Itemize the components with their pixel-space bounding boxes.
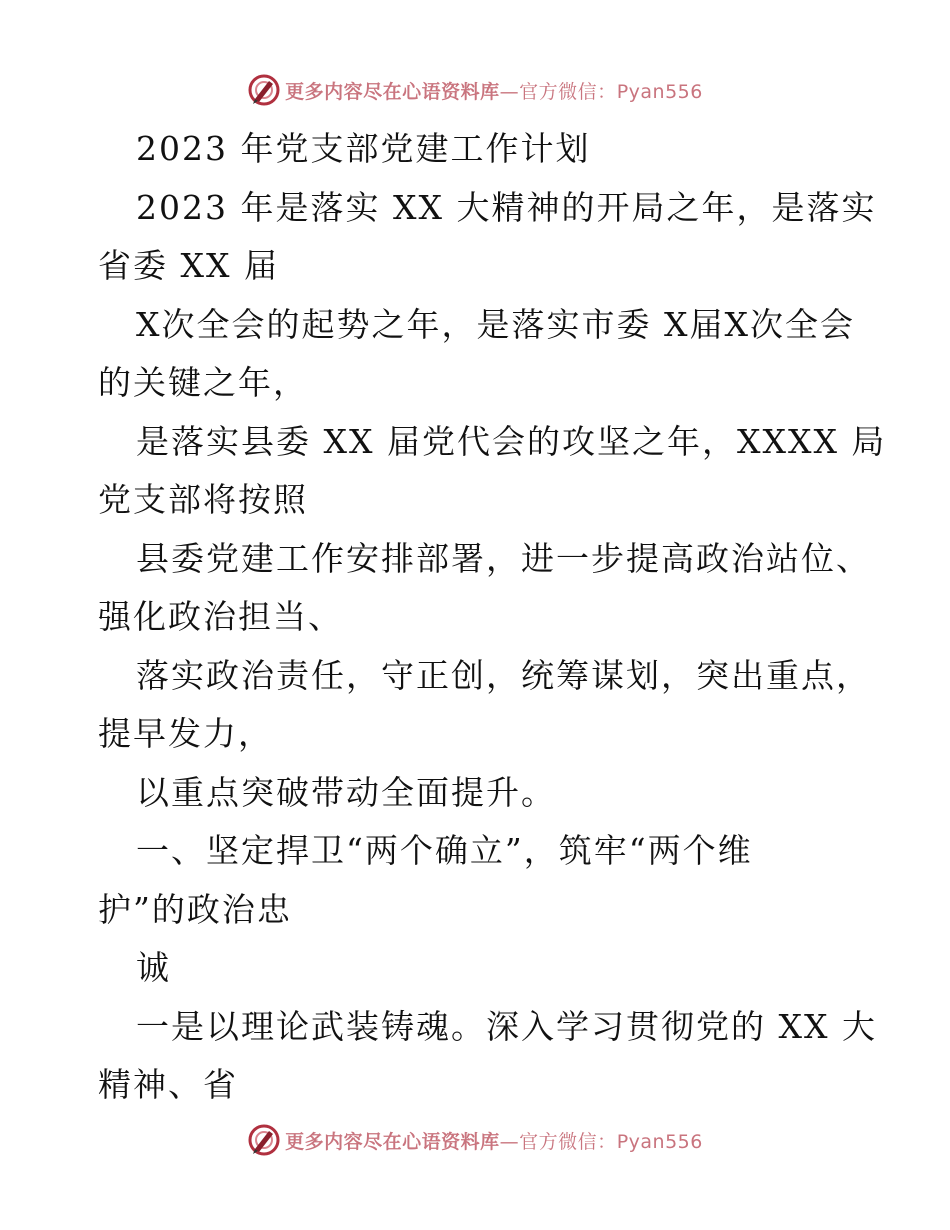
document-line: 2023 年党支部党建工作计划 xyxy=(136,129,591,168)
pen-circle-logo-icon xyxy=(247,1123,281,1157)
document-body xyxy=(98,120,887,1115)
banner-text xyxy=(285,77,703,104)
banner-main-text: 更多内容尽在心语资料库 xyxy=(285,80,500,103)
document-line: 以重点突破带动全面提升。 xyxy=(136,772,556,812)
document-line: 护”的政治忠 xyxy=(98,889,292,929)
document-line: 提早发力， xyxy=(98,714,273,753)
banner-wechat-id: Pyan556 xyxy=(616,1130,703,1153)
document-line: 强化政治担当、 xyxy=(98,597,343,636)
banner-wechat-label: 官方微信： xyxy=(519,1130,617,1153)
document-line: 一是以理论武装铸魂。深入学习贯彻党的 XX 大 xyxy=(136,1006,877,1046)
banner-main-text: 更多内容尽在心语资料库 xyxy=(285,1130,500,1153)
document-line: 诚 xyxy=(136,948,171,987)
document-line: 党支部将按照 xyxy=(98,480,308,519)
header-banner xyxy=(0,70,950,110)
document-line: 的关键之年， xyxy=(98,363,308,402)
document-line: 是落实县委 XX 届党代会的攻坚之年，XXXX 局 xyxy=(136,421,887,461)
footer-banner xyxy=(0,1120,950,1160)
banner-text xyxy=(285,1127,703,1154)
banner-group xyxy=(247,1123,703,1157)
banner-dash: — xyxy=(499,80,520,103)
document-line: 精神、省 xyxy=(98,1065,238,1104)
document-line: 县委党建工作安排部署，进一步提高政治站位、 xyxy=(136,538,871,578)
pen-circle-logo-icon xyxy=(247,73,281,107)
banner-wechat-id: Pyan556 xyxy=(616,80,703,103)
banner-dash: — xyxy=(499,1130,520,1153)
document-line: X次全会的起势之年，是落实市委 X届X次全会 xyxy=(136,304,855,344)
document-line: 落实政治责任，守正创，统筹谋划，突出重点， xyxy=(136,655,871,695)
document-line: 2023 年是落实 XX 大精神的开局之年，是落实 xyxy=(136,187,877,227)
document-line: 省委 XX 届 xyxy=(98,246,279,285)
document-line: 一、坚定捍卫“两个确立”，筑牢“两个维 xyxy=(136,831,753,870)
banner-wechat-label: 官方微信： xyxy=(519,80,617,103)
banner-group xyxy=(247,73,703,107)
